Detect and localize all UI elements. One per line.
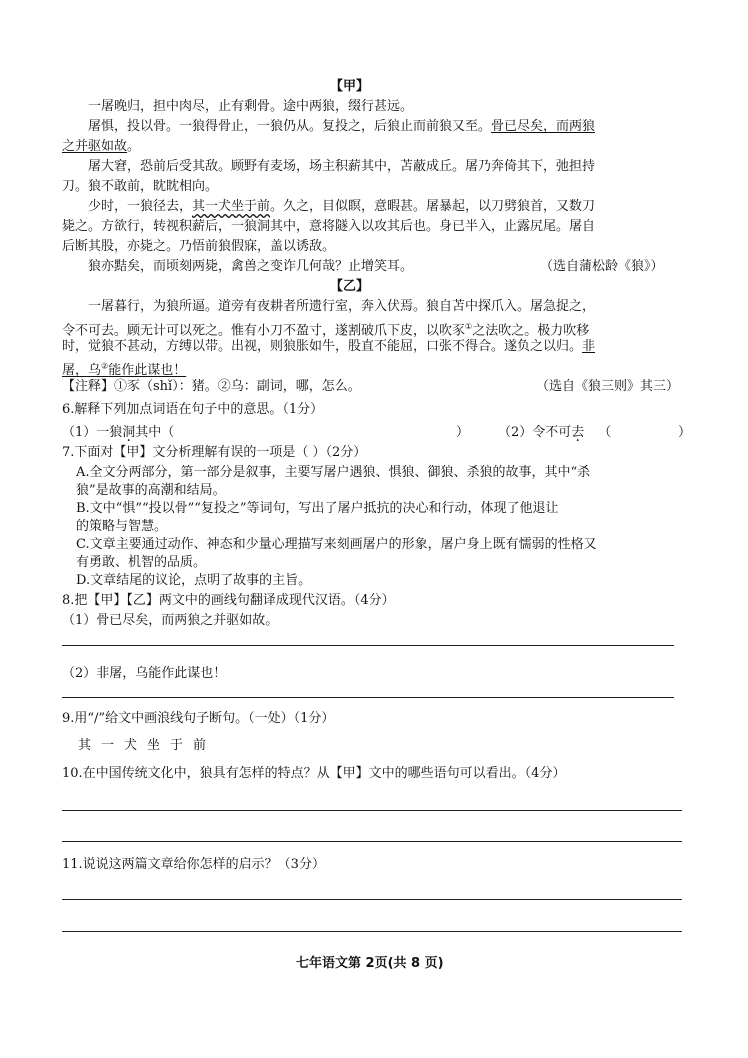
question-10-stem: 10.在中国传统文化中，狼具有怎样的特点？从【甲】文中的哪些语句可以看出。（4分） [62, 766, 566, 781]
q7-option-d: D.文章结尾的议论，点明了故事的主旨。 [76, 573, 312, 588]
passage-jia-title: 【甲】 [330, 79, 370, 94]
yi-line-2-text: 令不可去。顾无计可以死之。惟有小刀不盈寸，遂割破爪下皮，以吹豕 [62, 323, 466, 339]
jia-paragraph-5: 狼亦黠矣，而顷刻两毙，禽兽之变诈几何哉？止增笑耳。 [88, 259, 414, 274]
q6-dotted-word-1: 洞 [122, 425, 136, 440]
question-9-stem: 9.用“/”给文中画浪线句子断句。（一处）（1分） [62, 711, 335, 726]
q6-item-2-post: （ [598, 425, 612, 440]
jia-p4-text-2: 。久之，目似瞑，意暇甚。屠暴起，以刀劈狼首，又数刀 [270, 199, 596, 214]
question-6-item-2 [498, 424, 611, 442]
q6-item-2-pre: （2）令不可 [498, 425, 572, 440]
q7-option-b-cont: 的策略与智慧。 [76, 519, 168, 534]
underlined-sentence-1-cont: 之并驱如故 [62, 139, 128, 154]
q7-option-c-cont: 有勇敢、机智的品质。 [76, 555, 207, 570]
jia-paragraph-4-cont-2: 后断其股，亦毙之。乃悟前狼假寐，盖以诱敌。 [62, 239, 336, 254]
answer-line[interactable] [62, 931, 682, 932]
wavy-underlined-sentence: 其一犬坐于前 [192, 199, 271, 214]
underlined-text-a: 屠，乌 [62, 363, 102, 379]
question-6-stem: 6.解释下列加点词语在句子中的意思。（1分） [62, 402, 324, 417]
q9-sentence: 其一犬坐于前 [78, 738, 217, 753]
footnote-marker-1: ① [465, 322, 473, 331]
q7-option-c: C.文章主要通过动作、神态和少量心理描写来刻画屠户的形象，屠户身上既有懦弱的性格又 [76, 537, 597, 552]
yi-source: （选自《狼三则》其三） [536, 379, 680, 394]
jia-paragraph-3: 屠大窘，恐前后受其敌。顾野有麦场，场主积薪其中，苫蔽成丘。屠乃奔倚其下，弛担持 [88, 159, 596, 174]
jia-source: （选自蒲松龄《狼》） [540, 259, 664, 274]
q6-answer-close-1: ） [456, 425, 470, 440]
q7-option-a-cont: 狼”是故事的高潮和结局。 [76, 483, 226, 498]
question-8-stem: 8.把【甲】【乙】两文中的画线句翻译成现代汉语。（4分） [62, 593, 395, 608]
jia-p2-end: 。 [127, 139, 141, 154]
underlined-sentence-2-cont [62, 363, 186, 378]
footnote-marker-2: ② [101, 362, 109, 371]
answer-line[interactable] [62, 810, 682, 811]
answer-line[interactable] [62, 697, 674, 698]
jia-p4-text: 少时，一狼径去， [88, 199, 193, 214]
underlined-sentence-1: 骨已尽矣，而两狼 [491, 119, 596, 134]
yi-line-3 [62, 338, 595, 356]
page-footer: 七年语文第 2页(共 8 页) [296, 956, 444, 971]
question-7-stem: 7.下面对【甲】文分析理解有误的一项是（ ）（2分） [62, 445, 367, 460]
jia-paragraph-4-cont: 毙之。方欲行，转视积薪后，一狼洞其中，意将隧入以攻其后也。身已半入，止露尻尾。屠自 [62, 219, 596, 234]
question-11-stem: 11.说说这两篇文章给你怎样的启示？（3分） [62, 857, 325, 872]
q6-item-1-post: 其中（ [135, 425, 175, 440]
underlined-text-b: 能作此谋也！ [108, 363, 187, 379]
q6-dotted-word-2: 去 [571, 425, 585, 440]
jia-paragraph-4 [88, 198, 595, 216]
q8-sentence-1: （1）骨已尽矣，而两狼之并驱如故。 [62, 613, 279, 628]
yi-line-2-text-b: 之法吹之。极力吹移 [472, 323, 590, 339]
yi-line-3-text: 时，觉狼不甚动，方缚以带。出视，则狼胀如牛，股直不能屈，口张不得合。遂负之以归。 [62, 339, 583, 354]
jia-p2-text: 屠惧，投以骨。一狼得骨止，一狼仍从。复投之，后狼止而前狼又至。 [88, 119, 492, 134]
q8-sentence-2: （2）非屠，乌能作此谋也！ [62, 666, 227, 681]
answer-line[interactable] [62, 899, 682, 900]
q6-item-1-pre: （1）一狼 [62, 425, 123, 440]
q7-option-b: B.文中“惧”“投以骨”“复投之”等词句，写出了屠户抵抗的决心和行动，体现了他退让 [76, 501, 559, 516]
answer-line[interactable] [62, 645, 674, 646]
passage-yi-title: 【乙】 [330, 279, 370, 294]
q7-option-a: A.全文分两部分，第一部分是叙事，主要写屠户遇狼、惧狼、御狼、杀狼的故事，其中“杀 [76, 465, 591, 480]
yi-line-1: 一屠暮行，为狼所逼。道旁有夜耕者所遗行室，奔入伏焉。狼自苫中探爪入。屠急捉之， [88, 299, 596, 314]
underlined-sentence-2: 非 [582, 339, 596, 354]
jia-paragraph-1: 一屠晚归，担中肉尽，止有剩骨。途中两狼，缀行甚远。 [88, 99, 414, 114]
question-6-item-1 [62, 424, 174, 442]
yi-line-2 [62, 318, 589, 340]
yi-line-4 [62, 358, 186, 380]
jia-paragraph-3-cont: 刀。狼不敢前，眈眈相向。 [62, 179, 219, 194]
annotation-notes: 【注释】①豕（shǐ）：猪。②乌：副词，哪，怎么。 [62, 379, 361, 394]
jia-paragraph-2 [88, 118, 595, 136]
jia-paragraph-2-cont [62, 138, 140, 156]
q6-answer-close-2: ） [678, 425, 692, 440]
answer-line[interactable] [62, 841, 682, 842]
